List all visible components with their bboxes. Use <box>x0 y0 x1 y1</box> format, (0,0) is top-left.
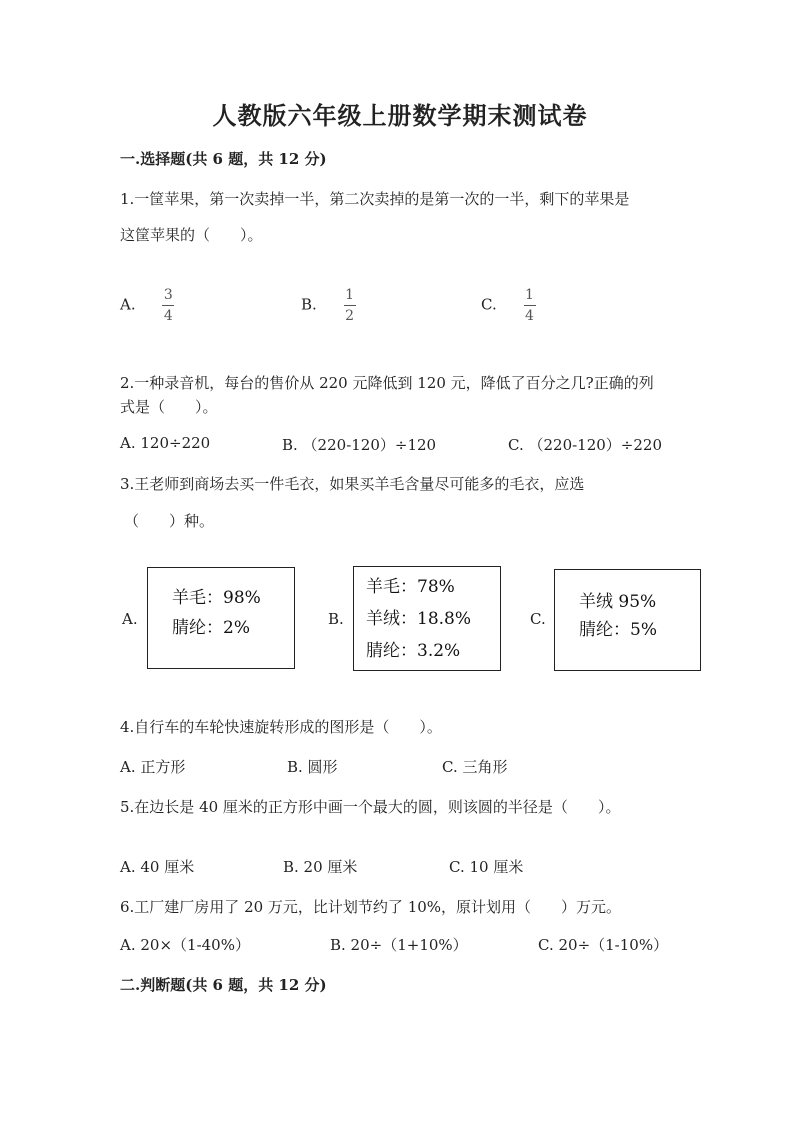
question-1-option-b[interactable] <box>301 288 356 323</box>
question-4-line-1: 4.自行车的车轮快速旋转形成的图形是（ ）。 <box>120 718 442 736</box>
section-heading-choice: 一.选择题(共 6 题，共 12 分) <box>120 150 327 168</box>
page-title: 人教版六年级上册数学期末测试卷 <box>212 101 588 130</box>
fabric-b-line-1: 羊毛：78% <box>366 577 455 597</box>
fabric-c-line-2: 腈纶：5% <box>579 620 657 640</box>
fraction-bar <box>524 305 536 306</box>
question-3-option-c-label[interactable]: C. <box>530 610 546 628</box>
question-5-option-c[interactable]: C. 10 厘米 <box>449 858 524 876</box>
option-label: C. <box>481 295 497 314</box>
section-heading-judgement: 二.判断题(共 6 题，共 12 分) <box>120 976 327 994</box>
question-3-line-1: 3.王老师到商场去买一件毛衣，如果买羊毛含量尽可能多的毛衣，应选 <box>120 475 585 493</box>
question-4-option-c[interactable]: C. 三角形 <box>442 758 508 776</box>
fabric-b-line-2: 羊绒：18.8% <box>366 609 472 629</box>
question-3-option-b-label[interactable]: B. <box>328 610 344 628</box>
question-1-option-c[interactable] <box>481 288 536 323</box>
question-2-line-1: 2.一种录音机，每台的售价从 220 元降低到 120 元，降低了百分之几?正确的列 <box>120 374 654 392</box>
fabric-label-c[interactable] <box>554 569 701 671</box>
fraction-three-quarters <box>162 288 174 323</box>
fabric-label-b[interactable] <box>353 566 501 671</box>
fraction-denominator: 4 <box>163 308 173 324</box>
question-6-option-a[interactable]: A. 20×（1-40%） <box>120 936 250 954</box>
fraction-bar <box>162 305 174 306</box>
option-label: B. <box>301 295 317 314</box>
fabric-a-line-2: 腈纶：2% <box>172 618 250 638</box>
question-4-option-b[interactable]: B. 圆形 <box>287 758 338 776</box>
question-1-option-a[interactable] <box>120 288 174 323</box>
fraction-one-quarter <box>524 288 536 323</box>
fraction-numerator: 1 <box>525 287 534 303</box>
question-3-option-a-label[interactable]: A. <box>122 610 138 628</box>
question-1-line-2: 这筐苹果的（ ）。 <box>120 226 263 244</box>
question-5-line-1: 5.在边长是 40 厘米的正方形中画一个最大的圆，则该圆的半径是（ ）。 <box>120 798 621 816</box>
question-2-option-a[interactable]: A. 120÷220 <box>120 434 211 452</box>
fraction-denominator: 2 <box>345 308 355 324</box>
fraction-denominator: 4 <box>525 308 534 324</box>
question-1-line-1: 1.一筐苹果，第一次卖掉一半，第二次卖掉的是第一次的一半，剩下的苹果是 <box>120 190 630 208</box>
fabric-a-line-1: 羊毛：98% <box>172 588 261 608</box>
question-2-option-c[interactable]: C. （220-120）÷220 <box>508 436 663 454</box>
fabric-c-line-1: 羊绒 95% <box>579 592 657 612</box>
fraction-one-half <box>344 288 356 323</box>
question-5-option-b[interactable]: B. 20 厘米 <box>283 858 358 876</box>
question-4-option-a[interactable]: A. 正方形 <box>120 758 186 776</box>
fabric-b-line-3: 腈纶：3.2% <box>366 641 461 661</box>
question-6-option-b[interactable]: B. 20÷（1+10%） <box>330 936 468 954</box>
question-6-option-c[interactable]: C. 20÷（1-10%） <box>538 936 669 954</box>
fraction-bar <box>344 305 356 306</box>
question-5-option-a[interactable]: A. 40 厘米 <box>120 858 195 876</box>
question-2-option-b[interactable]: B. （220-120）÷120 <box>282 436 437 454</box>
option-label: A. <box>120 295 136 314</box>
fraction-numerator: 3 <box>163 287 173 303</box>
question-3-line-2: （ ）种。 <box>124 512 215 530</box>
fabric-label-a[interactable] <box>147 567 295 669</box>
question-6-line-1: 6.工厂建厂房用了 20 万元，比计划节约了 10%，原计划用（ ）万元。 <box>120 898 622 916</box>
question-2-line-2: 式是（ ）。 <box>120 398 218 416</box>
fraction-numerator: 1 <box>345 287 355 303</box>
